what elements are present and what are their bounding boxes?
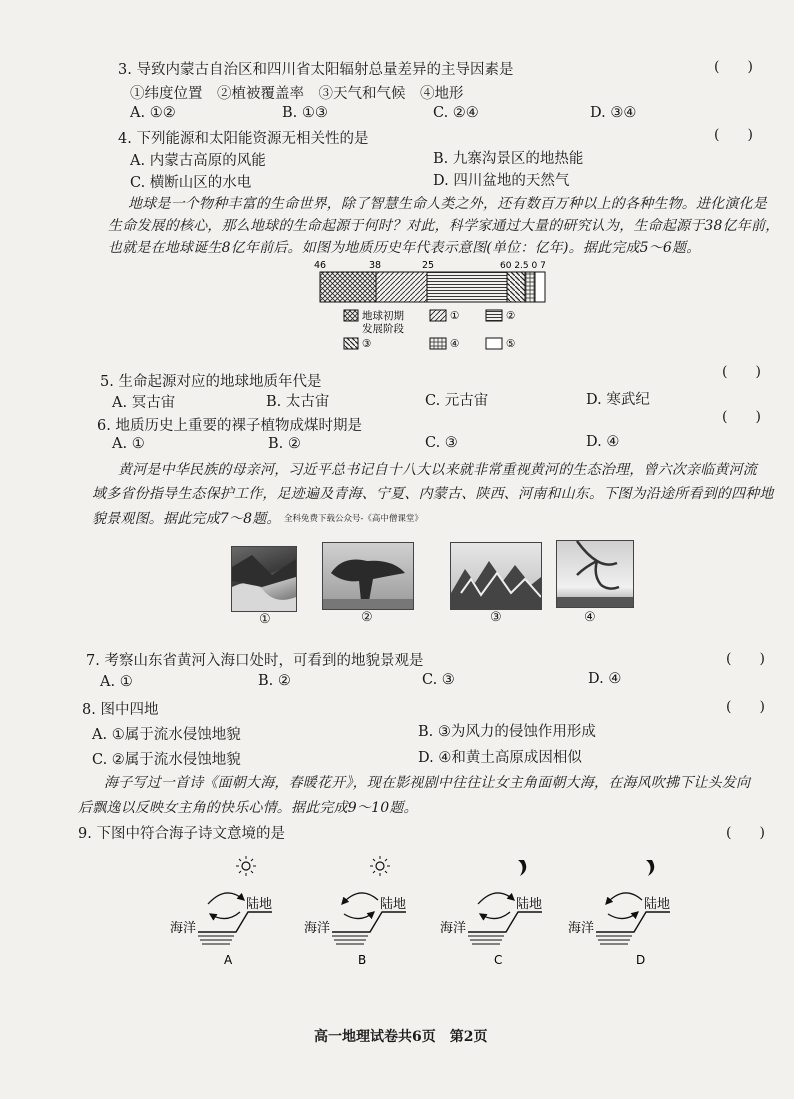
geologic-time-diagram xyxy=(300,256,560,356)
diagram-d-land: 陆地 xyxy=(644,897,671,912)
q7-stem: 7. 考察山东省黄河入海口处时，可看到的地貌景观是 xyxy=(86,653,424,669)
landform-photo-2 xyxy=(322,542,414,610)
passage2-line1: 黄河是中华民族的母亲河，习近平总书记自十八大以来就非常重视黄河的生态治理，曾六次亲临黄河流 xyxy=(118,462,757,478)
tick-right-values: 60 2.5 0 7 xyxy=(500,261,546,271)
diagram-a-label: A xyxy=(224,953,233,967)
page-footer: 高一地理试卷共6页 第2页 xyxy=(314,1029,488,1045)
passage1-line3: 也就是在地球诞生8亿年前后。如图为地质历史年代表示意图(单位：亿年)。据此完成5～6题。 xyxy=(108,240,701,256)
bar-early-earth xyxy=(320,272,376,302)
tick-46: 46 xyxy=(314,260,327,271)
q3-answer-bracket: ( ) xyxy=(714,59,753,75)
q5-option-c: C. 元古宙 xyxy=(425,393,489,409)
q7-answer-bracket: ( ) xyxy=(726,651,765,667)
photo-label-2: ② xyxy=(361,610,373,625)
diagram-d-label: D xyxy=(636,953,646,967)
q4-option-a: A. 内蒙古高原的风能 xyxy=(130,153,266,169)
q6-option-d: D. ④ xyxy=(586,434,620,450)
photo-label-3: ③ xyxy=(490,610,502,625)
sun-icon xyxy=(370,856,390,876)
q5-stem: 5. 生命起源对应的地球地质年代是 xyxy=(100,374,322,390)
q5-answer-bracket: ( ) xyxy=(722,364,761,380)
landform-photo-4 xyxy=(556,540,634,608)
diagram-c-land: 陆地 xyxy=(516,897,543,912)
diagram-b xyxy=(304,856,406,967)
photo-label-4: ④ xyxy=(584,610,596,625)
landform-photo-3 xyxy=(450,542,542,610)
legend-label-4: ④ xyxy=(450,338,460,350)
q8-option-d: D. ④和黄土高原成因相似 xyxy=(418,750,582,766)
tick-38: 38 xyxy=(369,260,382,271)
passage3-line1: 海子写过一首诗《面朝大海，春暖花开》，现在影视剧中往往让女主角面朝大海，在海风吹拂下让头发向 xyxy=(104,775,751,791)
passage2-line3: 貌景观图。据此完成7～8题。 xyxy=(92,511,281,527)
watermark-text: 全科免费下载公众号-《高中僧课堂》 xyxy=(284,514,423,524)
q8-answer-bracket: ( ) xyxy=(726,699,765,715)
tick-25: 25 xyxy=(422,260,435,271)
passage3-line2: 后飘逸以反映女主角的快乐心情。据此完成9～10题。 xyxy=(78,800,418,816)
q8-option-c: C. ②属于流水侵蚀地貌 xyxy=(92,752,241,768)
q3-option-a: A. ①② xyxy=(130,105,176,121)
legend-swatch-1 xyxy=(430,310,446,321)
q3-option-c: C. ②④ xyxy=(433,105,479,121)
q9-stem: 9. 下图中符合海子诗文意境的是 xyxy=(78,826,285,842)
sea-land-breeze-diagrams xyxy=(168,852,688,972)
q3-factors: ①纬度位置 ②植被覆盖率 ③天气和气候 ④地形 xyxy=(130,86,464,102)
passage1-line2: 生命发展的核心，那么地球的生命起源于何时？对此，科学家通过大量的研究认为，生命起源于38亿年前， xyxy=(108,218,780,234)
q8-option-b: B. ③为风力的侵蚀作用形成 xyxy=(418,724,596,740)
sun-icon xyxy=(236,856,256,876)
legend-early-1: 地球初期 xyxy=(362,310,404,322)
legend-swatch-early xyxy=(344,310,358,321)
diagram-a xyxy=(170,856,272,967)
bar-segment-1 xyxy=(376,272,427,302)
diagram-b-land: 陆地 xyxy=(380,897,407,912)
moon-icon xyxy=(518,860,526,876)
legend-swatch-4 xyxy=(430,338,446,349)
bar-segment-4 xyxy=(525,272,535,302)
landform-photo-1 xyxy=(231,546,297,612)
q6-option-b: B. ② xyxy=(268,436,301,452)
legend-swatch-2 xyxy=(486,310,502,321)
q6-stem: 6. 地质历史上重要的裸子植物成煤时期是 xyxy=(97,418,362,434)
q8-option-a: A. ①属于流水侵蚀地貌 xyxy=(92,727,241,743)
passage2-line2: 域多省份指导生态保护工作，足迹遍及青海、宁夏、内蒙古、陕西、河南和山东。下图为沿途所看到的四种地 xyxy=(92,486,774,502)
q4-answer-bracket: ( ) xyxy=(714,127,753,143)
diagram-b-sea: 海洋 xyxy=(304,921,331,936)
q4-option-b: B. 九寨沟景区的地热能 xyxy=(433,151,584,167)
q6-option-a: A. ① xyxy=(112,436,145,452)
q3-option-d: D. ③④ xyxy=(590,105,637,121)
bar-segment-2 xyxy=(427,272,507,302)
q5-option-a: A. 冥古宙 xyxy=(112,395,176,411)
q7-option-b: B. ② xyxy=(258,673,291,689)
q5-option-b: B. 太古宙 xyxy=(266,394,330,410)
photo-label-1: ① xyxy=(259,612,271,627)
moon-icon xyxy=(646,860,654,876)
q7-option-c: C. ③ xyxy=(422,672,455,688)
legend-early-2: 发展阶段 xyxy=(362,323,404,335)
diagram-d-sea: 海洋 xyxy=(568,921,595,936)
q9-answer-bracket: ( ) xyxy=(726,825,765,841)
bar-segment-3 xyxy=(507,272,525,302)
legend-label-3: ③ xyxy=(362,338,372,350)
q7-option-d: D. ④ xyxy=(588,671,622,687)
bar-segment-5 xyxy=(535,272,545,302)
diagram-c-label: C xyxy=(494,953,503,967)
q3-option-b: B. ①③ xyxy=(282,105,328,121)
diagram-c-sea: 海洋 xyxy=(440,921,467,936)
q5-option-d: D. 寒武纪 xyxy=(586,392,650,408)
legend-label-5: ⑤ xyxy=(506,338,516,350)
q4-option-d: D. 四川盆地的天然气 xyxy=(433,173,570,189)
legend-label-1: ① xyxy=(450,310,460,322)
diagram-d xyxy=(568,860,670,967)
q4-stem: 4. 下列能源和太阳能资源无相关性的是 xyxy=(118,131,369,147)
q7-option-a: A. ① xyxy=(100,674,133,690)
diagram-a-sea: 海洋 xyxy=(170,921,197,936)
q6-answer-bracket: ( ) xyxy=(722,409,761,425)
q3-stem: 3. 导致内蒙古自治区和四川省太阳辐射总量差异的主导因素是 xyxy=(118,62,514,78)
passage1-line1: 地球是一个物种丰富的生命世界，除了智慧生命人类之外，还有数百万种以上的各种生物。进化演化是 xyxy=(128,196,767,212)
q6-option-c: C. ③ xyxy=(425,435,458,451)
legend-swatch-3 xyxy=(344,338,358,349)
diagram-a-land: 陆地 xyxy=(246,897,273,912)
q8-stem: 8. 图中四地 xyxy=(82,702,159,718)
diagram-c xyxy=(440,860,542,967)
legend-label-2: ② xyxy=(506,310,516,322)
q4-option-c: C. 横断山区的水电 xyxy=(130,175,252,191)
diagram-b-label: B xyxy=(358,953,367,967)
legend-swatch-5 xyxy=(486,338,502,349)
